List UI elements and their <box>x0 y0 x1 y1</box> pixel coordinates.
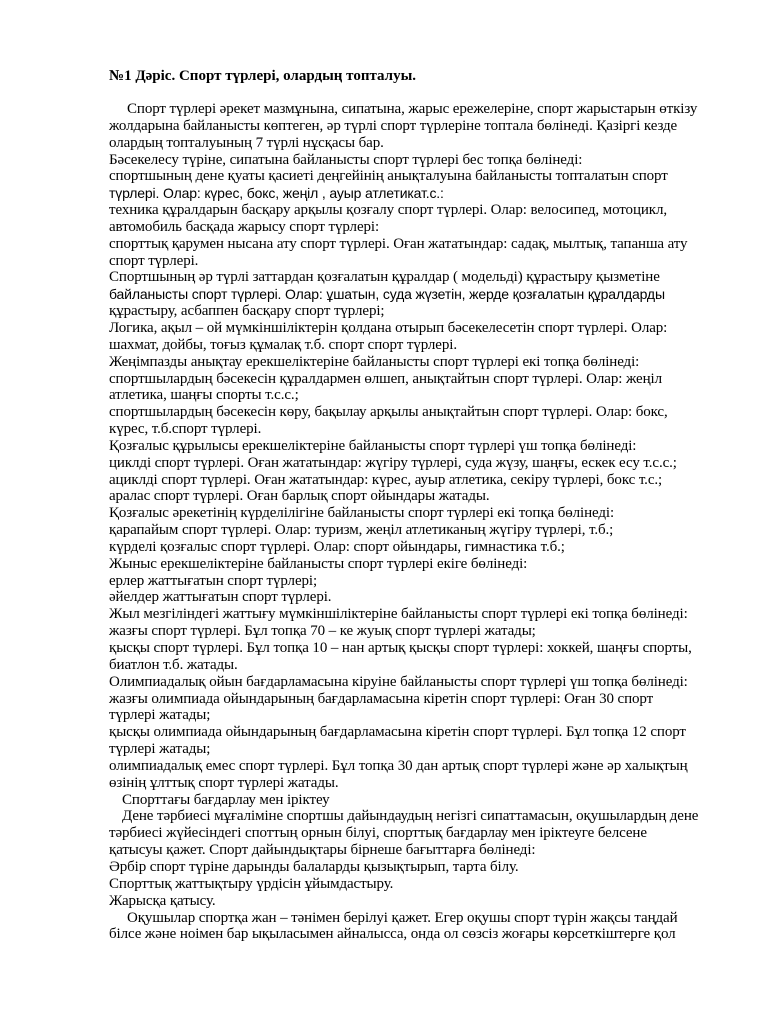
text-line: спорттық қарумен нысана ату спорт түрлері. Оған жататындар: садақ, мылтық, тапанша ату <box>109 235 688 252</box>
text-line: Қозғалыс әрекетінің күрделілігіне байланысты спорт түрлері екі топқа бөлінеді: <box>109 505 615 522</box>
text-line: Жыл мезгіліндегі жаттығу мүмкіншіліктеріне байланысты спорт түрлері екі топқа бөлінеді: <box>109 606 688 623</box>
text-line: Дене тәрбиесі мұғаліміне спортшы дайындаудың негізгі сипаттамасын, оқушылардың дене <box>122 808 699 825</box>
text-line: Оқушылар спортқа жан – тәнімен берілуі қажет. Егер оқушы спорт түрін жақсы таңдай <box>127 909 678 926</box>
text-line: қатысуы қажет. Спорт дайындықтары бірнеше бағыттарға бөлінеді: <box>109 842 536 859</box>
text-line: күрес, т.б.спорт түрлері. <box>109 421 262 438</box>
lecture-title: №1 Дәріс. Спорт түрлері, олардың топталуы. <box>109 68 417 84</box>
text-line: жазғы спорт түрлері. Бұл топқа 70 – ке жуық спорт түрлері жатады; <box>109 623 536 640</box>
text-line: Қозғалыс құрылысы ерекшеліктеріне байланысты спорт түрлері үш топқа бөлінеді: <box>109 437 637 454</box>
text-line: циклді спорт түрлері. Оған жататындар: жүгіру түрлері, суда жүзу, шаңғы, ескек есу т.с.с.; <box>109 454 677 471</box>
text-line: күрделі қозғалыс спорт түрлері. Олар: спорт ойындары, гимнастика т.б.; <box>109 538 565 555</box>
text-line: байланысты спорт түрлері. Олар: ұшатын, суда жүзетін, жерде қозғалатын құралдарды <box>109 286 665 303</box>
text-line: автомобиль басқада жарысу спорт түрлері: <box>109 218 380 235</box>
text-line: әйелдер жаттығатын спорт түрлері. <box>109 589 332 606</box>
text-line: Спорттық жаттықтыру үрдісін ұйымдастыру. <box>109 875 394 892</box>
text-line: қарапайым спорт түрлері. Олар: туризм, жеңіл атлетиканың жүгіру түрлері, т.б.; <box>109 522 614 539</box>
text-line: түрлері жатады; <box>109 741 211 758</box>
text-line: Жеңімпазды анықтау ерекшеліктеріне байланысты спорт түрлері екі топқа бөлінеді: <box>109 353 640 370</box>
text-line: құрастыру, асбаппен басқару спорт түрлері; <box>109 303 385 320</box>
text-line: жазғы олимпиада ойындарының бағдарламасына кіретін спорт түрлері: Оған 30 спорт <box>109 690 654 707</box>
text-line: Спортшының әр түрлі заттардан қозғалатын құралдар ( модельді) құрастыру қызметіне <box>109 269 660 286</box>
text-line: қысқы олимпиада ойындарының бағдарламасына кіретін спорт түрлері. Бұл топқа 12 спорт <box>109 724 686 741</box>
text-line: техника құралдарын басқару арқылы қозғалу спорт түрлері. Олар: велосипед, мотоцикл, <box>109 202 668 219</box>
text-line: түрлері жатады; <box>109 707 211 724</box>
text-line: Олимпиадалық ойын бағдарламасына кіруіне байланысты спорт түрлері үш топқа бөлінеді: <box>109 673 688 690</box>
text-line: шахмат, дойбы, тоғыз құмалақ т.б. спорт спорт түрлері. <box>109 336 457 353</box>
text-line: тәрбиесі жүйесіндегі споттың орнын білуі, спорттық бағдарлау мен іріктеуге белсене <box>109 825 647 842</box>
text-line: Әрбір спорт түріне дарынды балаларды қызықтырып, тарта білу. <box>109 858 519 875</box>
text-line: олардың топталуының 7 түрлі нұсқасы бар. <box>109 134 384 151</box>
text-line: Спорт түрлері әрекет мазмұнына, сипатына, жарыс ережелеріне, спорт жарыстарын өткізу <box>127 101 698 117</box>
text-line: Бәсекелесу түріне, сипатына байланысты спорт түрлері бес топқа бөлінеді: <box>109 151 583 168</box>
text-line: атлетика, шаңғы спорты т.с.с.; <box>109 387 299 404</box>
text-line: спортшының дене қуаты қасиеті деңгейінің анықталуына байланысты топталатын спорт <box>109 168 668 185</box>
text-line: биатлон т.б. жатады. <box>109 656 238 673</box>
text-line: Спорттағы бағдарлау мен іріктеу <box>122 791 330 808</box>
text-line: жолдарына байланысты көптеген, әр түрлі спорт түрлеріне топтала бөлінеді. Қазіргі кезде <box>109 117 678 134</box>
text-line: аралас спорт түрлері. Оған барлық спорт ойындары жатады. <box>109 488 490 505</box>
text-line: спорт түрлері. <box>109 252 199 269</box>
text-line: түрлері. Олар: күрес, бокс, жеңіл , ауыр атлетикат.с.: <box>109 185 444 202</box>
text-line: олимпиадалық емес спорт түрлері. Бұл топқа 30 дан артық спорт түрлері және әр халықтың <box>109 757 688 774</box>
text-line: қысқы спорт түрлері. Бұл топқа 10 – нан артық қысқы спорт түрлері: хоккей, шаңғы спорты, <box>109 640 692 656</box>
text-line: Жыныс ерекшеліктеріне байланысты спорт түрлері екіге бөлінеді: <box>109 555 528 572</box>
text-line: Логика, ақыл – ой мүмкіншіліктерін қолдана отырып бәсекелесетін спорт түрлері. Олар: <box>109 319 668 336</box>
text-line: білсе және ноімен бар ықыласымен айналысса, онда ол сөзсіз жоғары көрсеткіштерге қол <box>109 926 676 943</box>
text-line: ерлер жаттығатын спорт түрлері; <box>109 572 318 589</box>
lecture-body <box>109 101 729 943</box>
text-line: спортшылардың бәсекесін құралдармен өлшеп, анықтайтын спорт түрлері. Олар: жеңіл <box>109 370 662 387</box>
text-line: ациклді спорт түрлері. Оған жататындар: күрес, ауыр атлетика, секіру түрлері, бокс т.с.; <box>109 471 663 488</box>
text-line: спортшылардың бәсекесін көру, бақылау арқылы анықтайтын спорт түрлері. Олар: бокс, <box>109 404 668 421</box>
text-line: Жарысқа қатысу. <box>109 892 216 909</box>
text-line: өзінің ұлттық спорт түрлері жатады. <box>109 774 339 791</box>
